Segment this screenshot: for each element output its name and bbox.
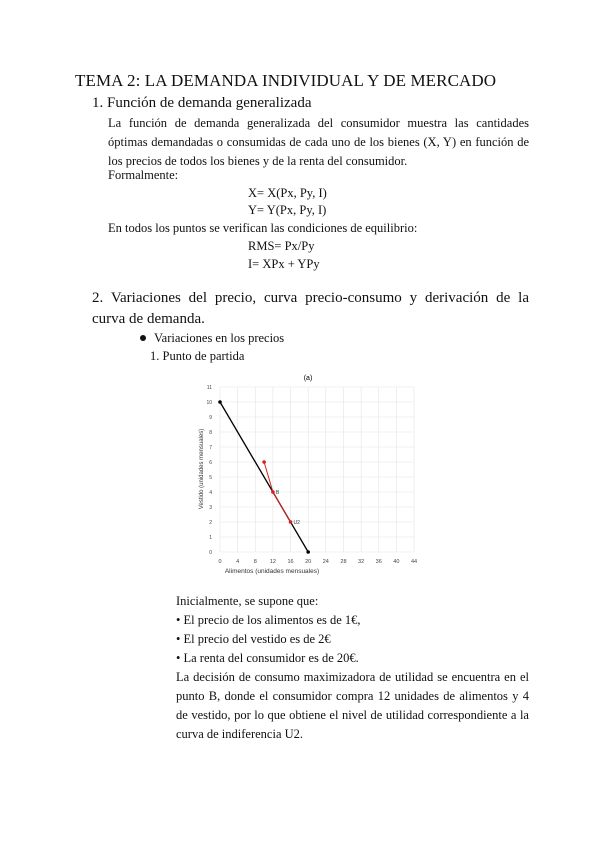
equation-x: X= X(Px, Py, I)	[248, 186, 327, 200]
y-tick-label: 5	[209, 475, 212, 481]
y-tick-label: 11	[206, 385, 212, 391]
explanation-conclusion: La decisión de consumo maximizadora de utilidad se encuentra en el punto B, donde el consumidor compra 12 unidades de alimentos y 4 de vestido, por lo que obtiene el nivel de utilidad correspondiente a la curva de indiferencia U2.	[176, 670, 529, 741]
y-axis-label: Vestido (unidades mensuales)	[199, 428, 205, 510]
x-tick-label: 44	[410, 559, 418, 565]
y-tick-label: 8	[209, 430, 212, 436]
y-tick-label: 4	[209, 490, 212, 496]
x-axis-label: Alimentos (unidades mensuales)	[224, 568, 320, 575]
explanation-block	[176, 592, 529, 744]
equation-income: I= XPx + YPy	[248, 257, 320, 271]
section-1-heading: 1. Función de demanda generalizada	[92, 95, 312, 111]
y-tick-label: 0	[209, 550, 212, 556]
equation-rms: RMS= Px/Py	[248, 239, 315, 253]
chart-points	[276, 490, 300, 526]
y-axis-ticks	[206, 385, 212, 556]
point-label: U2	[293, 520, 300, 526]
budget-chart	[196, 372, 432, 580]
x-tick-label: 24	[322, 559, 329, 565]
y-tick-label: 10	[206, 400, 212, 406]
x-tick-label: 12	[269, 559, 276, 565]
page-title: TEMA 2: LA DEMANDA INDIVIDUAL Y DE MERCADO	[75, 71, 497, 90]
x-tick-label: 40	[393, 559, 400, 565]
bullet-text: Variaciones en los precios	[154, 331, 285, 345]
equation-y: Y= Y(Px, Py, I)	[248, 203, 327, 217]
section-1-paragraph: La función de demanda generalizada del consumidor muestra las cantidades óptimas demandadas o consumidas de cada uno de los bienes (X, Y) en función de los precios de todos los bienes y de la renta del consumidor.	[108, 116, 529, 168]
chart-title: (a)	[303, 375, 313, 382]
x-tick-label: 32	[358, 559, 365, 565]
formal-label: Formalmente:	[108, 168, 179, 182]
x-tick-label: 4	[236, 559, 240, 565]
y-tick-label: 7	[209, 445, 212, 451]
explanation-intro: Inicialmente, se supone que:	[176, 594, 319, 608]
x-tick-label: 20	[305, 559, 312, 565]
x-tick-label: 16	[287, 559, 294, 565]
y-tick-label: 6	[209, 460, 212, 466]
series-point	[289, 520, 293, 524]
bullet-item	[140, 331, 284, 346]
explanation-item-income: • La renta del consumidor es de 20€.	[176, 651, 359, 665]
x-tick-label: 8	[253, 559, 257, 565]
x-tick-label: 28	[340, 559, 347, 565]
series-point	[271, 490, 275, 494]
equilibrium-text: En todos los puntos se verifican las condiciones de equilibrio:	[108, 221, 418, 235]
x-tick-label: 0	[218, 559, 222, 565]
y-tick-label: 3	[209, 505, 212, 511]
y-tick-label: 2	[209, 520, 212, 526]
y-tick-label: 1	[209, 535, 212, 541]
section-2-heading: 2. Variaciones del precio, curva precio-consumo y derivación de la curva de demanda.	[92, 290, 529, 327]
explanation-item-clothing-price: • El precio del vestido es de 2€	[176, 632, 331, 646]
x-tick-label: 36	[375, 559, 382, 565]
point-label: B	[275, 490, 280, 496]
series-point	[218, 400, 222, 404]
series-point	[306, 550, 310, 554]
explanation-item-food-price: • El precio de los alimentos es de 1€,	[176, 613, 361, 627]
chart-grid	[220, 387, 414, 552]
bullet-dot-icon	[140, 335, 146, 341]
series-point	[262, 460, 266, 464]
y-tick-label: 9	[209, 415, 212, 421]
x-axis-ticks	[218, 559, 417, 565]
sub-item: 1. Punto de partida	[150, 349, 245, 363]
